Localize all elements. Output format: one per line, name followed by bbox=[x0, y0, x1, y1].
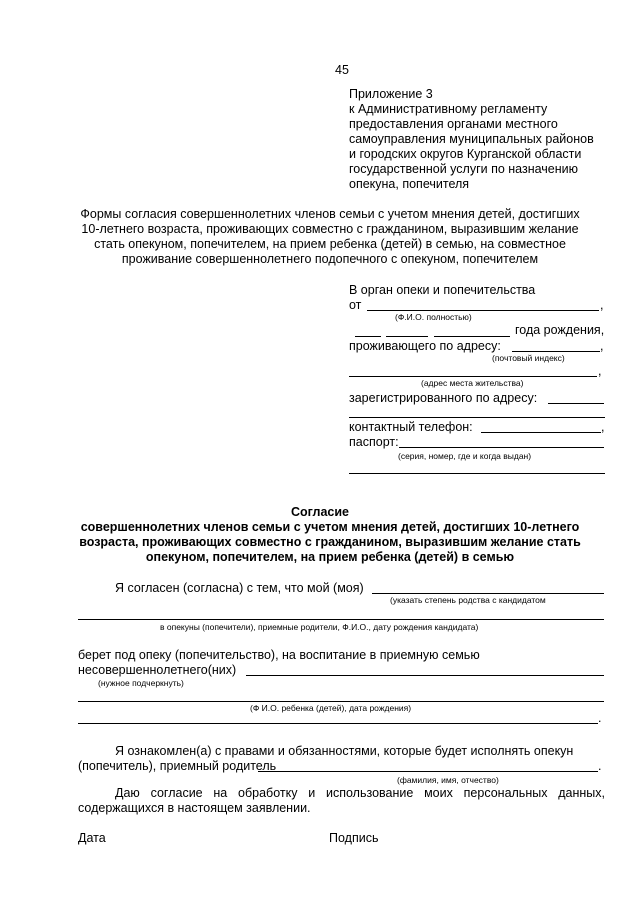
residence-address-field[interactable] bbox=[349, 376, 597, 377]
minor-field[interactable] bbox=[246, 675, 604, 676]
appendix-block bbox=[349, 87, 594, 192]
passport-field-2[interactable] bbox=[349, 473, 605, 474]
fio-hint: (Ф.И.О. полностью) bbox=[395, 312, 472, 322]
consent-title: Согласие bbox=[290, 505, 350, 519]
consent-subtitle-line: совершеннолетних членов семьи с учетом мнения детей, достигших 10-летнего bbox=[80, 520, 580, 534]
forms-title-line: 10-летнего возраста, проживающих совместно с гражданином, выразившим желание bbox=[81, 222, 579, 236]
birth-year-label: года рождения, bbox=[515, 323, 605, 337]
to-organ-label: В орган опеки и попечительства bbox=[349, 283, 536, 297]
name-hint: (фамилия, имя, отчество) bbox=[397, 775, 499, 785]
period-mark: . bbox=[598, 711, 602, 725]
comma-mark: , bbox=[600, 298, 604, 312]
appendix-line: самоуправления муниципальных районов bbox=[349, 132, 594, 146]
registered-address-field-2[interactable] bbox=[349, 417, 605, 418]
birth-month-field[interactable] bbox=[386, 336, 428, 337]
birth-year-field[interactable] bbox=[434, 336, 510, 337]
registered-at-label: зарегистрированного по адресу: bbox=[349, 391, 538, 405]
comma-mark: , bbox=[601, 420, 605, 434]
appendix-line: и городских округов Курганской области bbox=[349, 147, 582, 161]
takes-line-2: несовершеннолетнего(них) bbox=[78, 663, 237, 677]
passport-hint: (серия, номер, где и когда выдан) bbox=[398, 451, 532, 461]
child-hint: (Ф И.О. ребенка (детей), дата рождения) bbox=[250, 703, 412, 713]
appendix-line: предоставления органами местного bbox=[349, 117, 558, 131]
candidate-hint: в опекуны (попечители), приемные родители, Ф.И.О., дату рождения кандидата) bbox=[160, 622, 479, 632]
data-consent-line-2: содержащихся в настоящем заявлении. bbox=[78, 801, 311, 815]
phone-label: контактный телефон: bbox=[349, 420, 473, 434]
appendix-line: к Административному регламенту bbox=[349, 102, 548, 116]
data-consent-line-1: Даю согласие на обработку и использование моих персональных данных, bbox=[115, 786, 605, 800]
registered-address-field[interactable] bbox=[548, 403, 604, 404]
guardian-name-field[interactable] bbox=[258, 771, 598, 772]
appendix-line: государственной услуги по назначению bbox=[349, 162, 579, 176]
postcode-field[interactable] bbox=[512, 351, 600, 352]
child-field-2[interactable] bbox=[78, 723, 598, 724]
forms-title-line: стать опекуном, попечителем, на прием ребенка (детей) в семью, на совместное bbox=[94, 237, 566, 251]
agree-text: Я согласен (согласна) с тем, что мой (моя) bbox=[115, 581, 364, 595]
signature-label: Подпись bbox=[329, 831, 379, 845]
underline-hint: (нужное подчеркнуть) bbox=[98, 678, 184, 688]
child-field[interactable] bbox=[78, 701, 604, 702]
passport-label: паспорт: bbox=[349, 435, 399, 449]
takes-line-1: берет под опеку (попечительство), на воспитание в приемную семью bbox=[78, 648, 480, 662]
appendix-line: опекуна, попечителя bbox=[349, 177, 470, 191]
consent-subtitle bbox=[60, 520, 600, 565]
from-label: от bbox=[349, 298, 362, 312]
forms-title-line: проживание совершеннолетнего подопечного с опекуном, попечителем bbox=[121, 252, 539, 266]
date-label: Дата bbox=[78, 831, 106, 845]
birth-day-field[interactable] bbox=[355, 336, 381, 337]
consent-subtitle-line: опекуном, попечителем, на прием ребенка (детей) в семью bbox=[145, 550, 515, 564]
living-at-label: проживающего по адресу: bbox=[349, 339, 501, 353]
page-number: 45 bbox=[335, 63, 349, 77]
comma-mark: , bbox=[598, 364, 602, 378]
relation-field[interactable] bbox=[372, 593, 604, 594]
candidate-field[interactable] bbox=[78, 619, 604, 620]
familiar-line-1: Я ознакомлен(а) с правами и обязанностями, которые будет исполнять опекун bbox=[115, 744, 574, 758]
comma-mark: , bbox=[600, 339, 604, 353]
relation-hint: (указать степень родства с кандидатом bbox=[390, 595, 546, 605]
forms-title-line: Формы согласия совершеннолетних членов семьи с учетом мнения детей, достигших bbox=[80, 207, 580, 221]
period-mark: . bbox=[598, 759, 602, 773]
consent-subtitle-line: возраста, проживающих совместно с гражданином, выразившим желание стать bbox=[79, 535, 581, 549]
appendix-line: Приложение 3 bbox=[349, 87, 433, 101]
forms-title bbox=[60, 207, 600, 267]
residence-hint: (адрес места жительства) bbox=[421, 378, 524, 388]
passport-field[interactable] bbox=[399, 447, 604, 448]
postcode-hint: (почтовый индекс) bbox=[492, 353, 565, 363]
from-fio-field[interactable] bbox=[367, 310, 599, 311]
familiar-line-2: (попечитель), приемный родитель bbox=[78, 759, 277, 773]
phone-field[interactable] bbox=[481, 432, 601, 433]
